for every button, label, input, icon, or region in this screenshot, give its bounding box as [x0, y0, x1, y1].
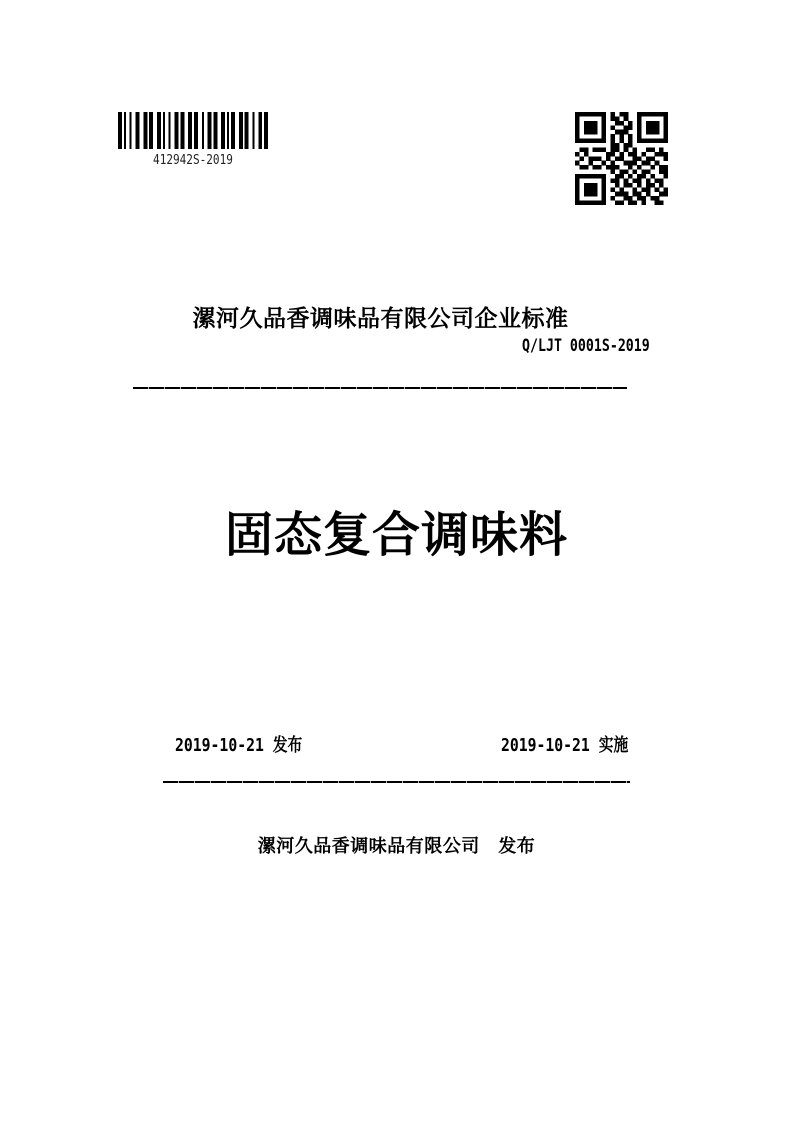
implement-date: 2019-10-21 实施 [500, 735, 628, 756]
barcode-label: 412942S-2019 [153, 153, 233, 168]
qr-code-image [575, 112, 668, 205]
issue-date: 2019-10-21 发布 [175, 735, 303, 756]
barcode-image [118, 112, 268, 149]
dates-row [175, 731, 628, 757]
standard-number-row [133, 336, 650, 356]
document-title: 固态复合调味料 [224, 507, 568, 563]
divider-line-bottom [163, 781, 630, 783]
qr-code-block [575, 112, 668, 205]
standard-number: Q/LJT 0001S-2019 [522, 336, 650, 356]
publisher-line: 漯河久品香调味品有限公司 发布 [257, 836, 536, 857]
barcode-block [118, 112, 268, 168]
divider-line-top [133, 387, 627, 389]
org-standard-title: 漯河久品香调味品有限公司企业标准 [192, 306, 569, 332]
